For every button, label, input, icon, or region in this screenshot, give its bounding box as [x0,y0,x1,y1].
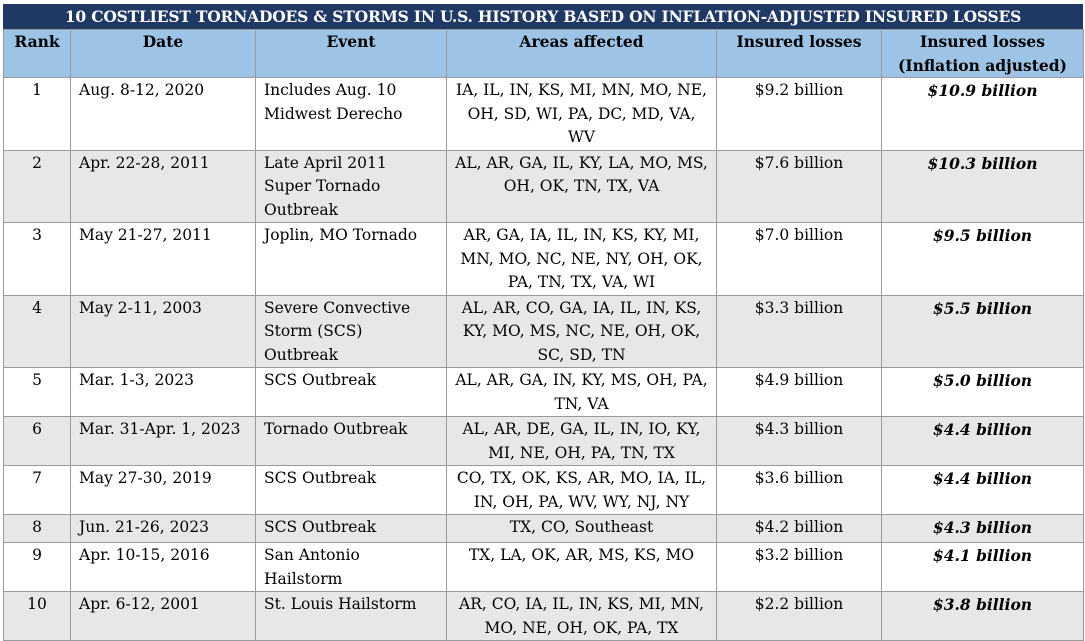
cell-event: SCS Outbreak [256,466,447,515]
cell-adjusted-losses: $4.3 billion [882,515,1084,543]
cell-losses: $3.2 billion [717,543,882,592]
table-container [3,4,1083,641]
cell-losses: $4.2 billion [717,515,882,543]
cell-event: Tornado Outbreak [256,417,447,466]
cell-areas: AL, AR, GA, IN, KY, MS, OH, PA, TN, VA [447,368,717,417]
cell-adjusted-losses: $9.5 billion [882,223,1084,296]
cell-event: Includes Aug. 10 Midwest Derecho [256,78,447,151]
cell-areas: TX, LA, OK, AR, MS, KS, MO [447,543,717,592]
cell-rank: 4 [4,295,71,368]
cell-event: Late April 2011 Super Tornado Outbreak [256,150,447,223]
cell-rank: 6 [4,417,71,466]
cell-rank: 2 [4,150,71,223]
table-title: 10 COSTLIEST TORNADOES & STORMS IN U.S. HISTORY BASED ON INFLATION-ADJUSTED INSURED LOSSES [3,4,1083,29]
cell-event: SCS Outbreak [256,515,447,543]
table-row [4,295,1084,368]
column-header-areas: Areas affected [447,30,717,78]
cell-areas: TX, CO, Southeast [447,515,717,543]
column-header-adjusted: Insured losses (Inflation adjusted) [882,30,1084,78]
cell-losses: $7.6 billion [717,150,882,223]
cell-date: Jun. 21-26, 2023 [71,515,256,543]
table-row [4,150,1084,223]
cell-losses: $4.3 billion [717,417,882,466]
tornado-losses-table [3,29,1084,641]
cell-areas: AR, GA, IA, IL, IN, KS, KY, MI, MN, MO, NC, NE, NY, OH, OK, PA, TN, TX, VA, WI [447,223,717,296]
cell-adjusted-losses: $10.3 billion [882,150,1084,223]
cell-areas: AR, CO, IA, IL, IN, KS, MI, MN, MO, NE, OH, OK, PA, TX [447,592,717,641]
cell-date: May 27-30, 2019 [71,466,256,515]
cell-adjusted-losses: $4.4 billion [882,417,1084,466]
table-row [4,592,1084,641]
column-header-rank: Rank [4,30,71,78]
cell-adjusted-losses: $4.4 billion [882,466,1084,515]
cell-date: Aug. 8-12, 2020 [71,78,256,151]
cell-event: SCS Outbreak [256,368,447,417]
cell-rank: 10 [4,592,71,641]
cell-date: Apr. 6-12, 2001 [71,592,256,641]
table-row [4,368,1084,417]
cell-adjusted-losses: $5.0 billion [882,368,1084,417]
cell-losses: $4.9 billion [717,368,882,417]
cell-event: St. Louis Hailstorm [256,592,447,641]
column-header-losses: Insured losses [717,30,882,78]
cell-adjusted-losses: $3.8 billion [882,592,1084,641]
table-row [4,466,1084,515]
cell-date: May 21-27, 2011 [71,223,256,296]
cell-losses: $9.2 billion [717,78,882,151]
table-row [4,515,1084,543]
table-row [4,78,1084,151]
cell-losses: $7.0 billion [717,223,882,296]
cell-rank: 3 [4,223,71,296]
cell-losses: $2.2 billion [717,592,882,641]
header-row [4,30,1084,78]
cell-date: Apr. 10-15, 2016 [71,543,256,592]
column-header-date: Date [71,30,256,78]
table-row [4,543,1084,592]
column-header-event: Event [256,30,447,78]
cell-adjusted-losses: $10.9 billion [882,78,1084,151]
cell-areas: IA, IL, IN, KS, MI, MN, MO, NE, OH, SD, WI, PA, DC, MD, VA, WV [447,78,717,151]
cell-losses: $3.3 billion [717,295,882,368]
table-row [4,417,1084,466]
cell-date: Mar. 31-Apr. 1, 2023 [71,417,256,466]
cell-rank: 9 [4,543,71,592]
cell-date: May 2-11, 2003 [71,295,256,368]
cell-rank: 7 [4,466,71,515]
cell-date: Apr. 22-28, 2011 [71,150,256,223]
cell-event: Joplin, MO Tornado [256,223,447,296]
table-row [4,223,1084,296]
cell-areas: CO, TX, OK, KS, AR, MO, IA, IL, IN, OH, PA, WV, WY, NJ, NY [447,466,717,515]
cell-event: Severe Convective Storm (SCS) Outbreak [256,295,447,368]
cell-areas: AL, AR, DE, GA, IL, IN, IO, KY, MI, NE, OH, PA, TN, TX [447,417,717,466]
cell-adjusted-losses: $5.5 billion [882,295,1084,368]
cell-rank: 8 [4,515,71,543]
cell-rank: 5 [4,368,71,417]
cell-event: San Antonio Hailstorm [256,543,447,592]
cell-areas: AL, AR, GA, IL, KY, LA, MO, MS, OH, OK, TN, TX, VA [447,150,717,223]
cell-adjusted-losses: $4.1 billion [882,543,1084,592]
cell-date: Mar. 1-3, 2023 [71,368,256,417]
cell-losses: $3.6 billion [717,466,882,515]
cell-rank: 1 [4,78,71,151]
cell-areas: AL, AR, CO, GA, IA, IL, IN, KS, KY, MO, MS, NC, NE, OH, OK, SC, SD, TN [447,295,717,368]
